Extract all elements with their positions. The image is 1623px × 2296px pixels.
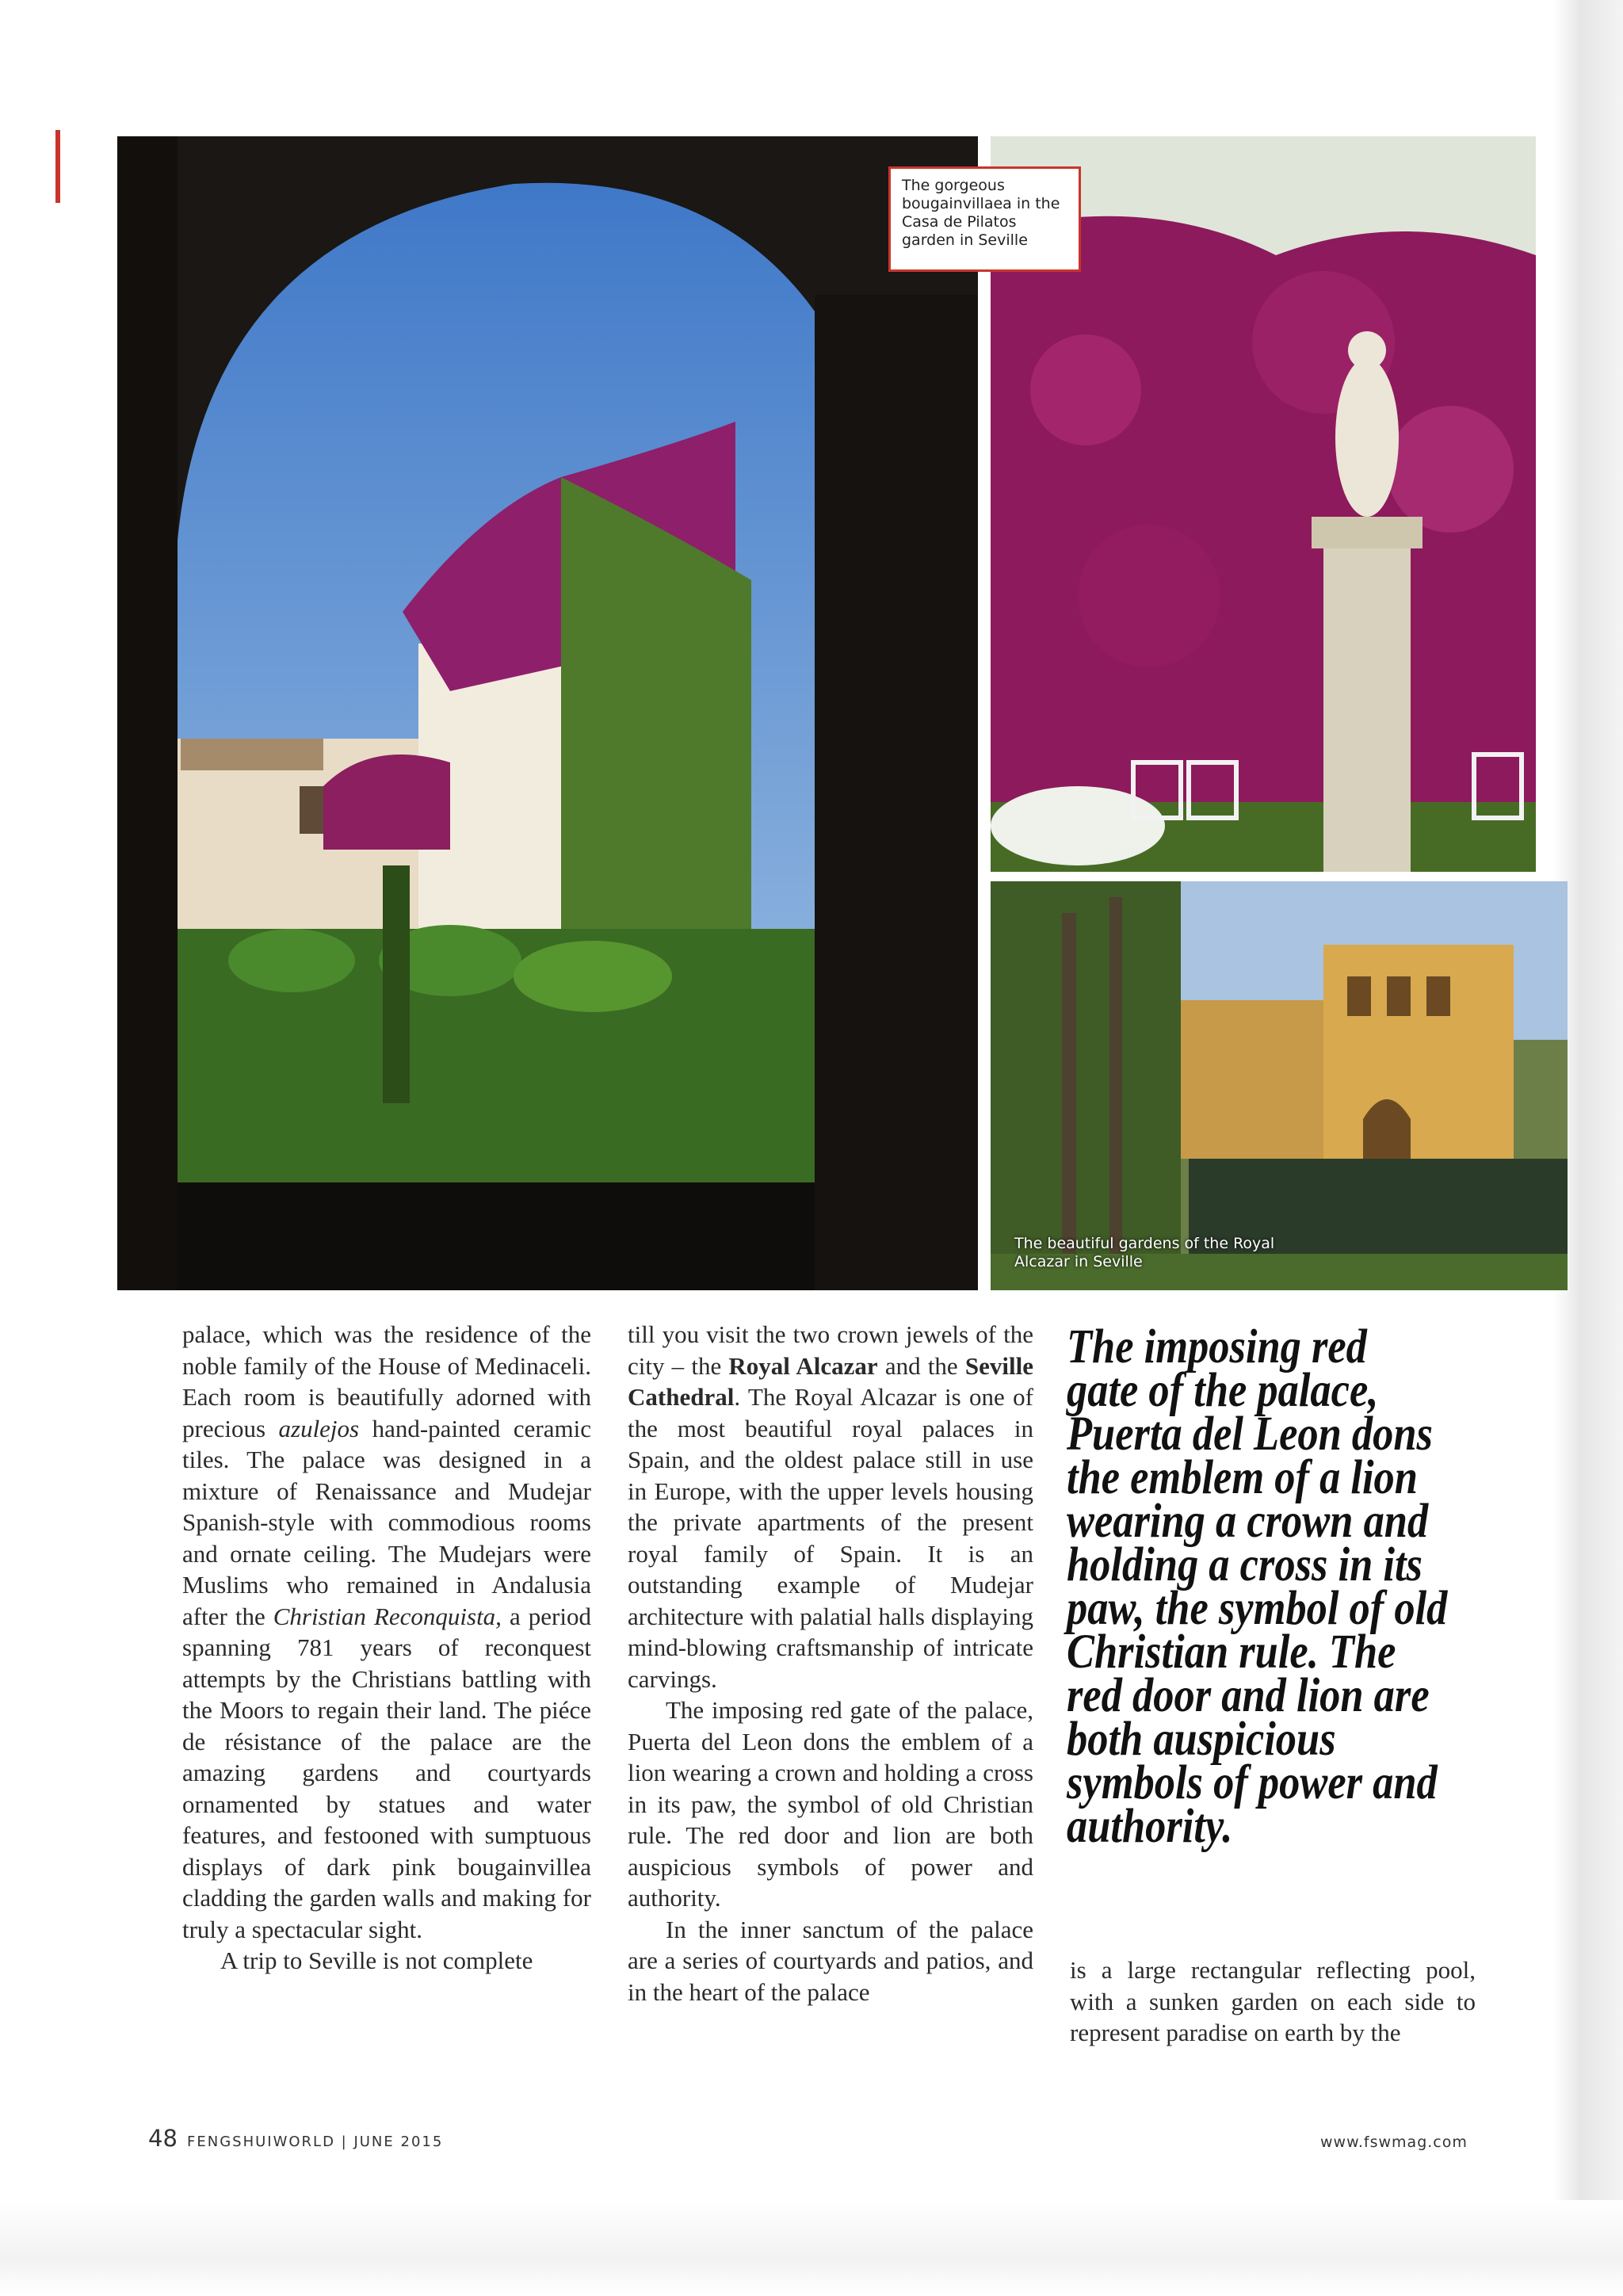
text-run: a period spanning 781 years of reconquest attempts by the Christians battling with the Moors to regain their land. The piéce de résistance of the palace are the amazing gardens and courtyards ornamented by statues and water features, and festooned with sumptuous displays of dark pink bougainvillea cladding the garden walls and making for truly a spectacular sight. bbox=[182, 1602, 591, 1943]
bold-term: Royal Alcazar bbox=[728, 1351, 878, 1380]
paragraph: The imposing red gate of the palace, Puerta del Leon dons the emblem of a lion wearing a crown and holding a cross in its paw, the symbol of old Christian rule. The red door and lion are both auspicious symbols of power and authority. bbox=[628, 1696, 1033, 1912]
royal-alcazar-gardens-photo bbox=[991, 881, 1568, 1290]
paragraph: A trip to Seville is not complete bbox=[220, 1946, 533, 1974]
text-run: hand-painted ceramic tiles. The palace was designed in a mixture of Renaissance and Mudejar Spanish-style with commodious rooms and ornate ceiling. The Mudejars were Muslims who remained in Andalusia after the bbox=[182, 1414, 591, 1630]
publication-line: FENGSHUIWORLD | JUNE 2015 bbox=[187, 2134, 444, 2150]
alcazar-caption: The beautiful gardens of the Royal Alcazar in Seville bbox=[1014, 1235, 1275, 1270]
paragraph bbox=[628, 1319, 1033, 1694]
page-number: 48 bbox=[148, 2125, 178, 2152]
paragraph: is a large rectangular reflecting pool, with a sunken garden on each side to represent paradise on earth by the bbox=[1070, 1956, 1476, 2046]
bougainvillea-caption: The gorgeous bougainvillaea in the Casa de Pilatos garden in Seville bbox=[888, 166, 1081, 272]
paragraph: In the inner sanctum of the palace are a series of courtyards and patios, and in the heart of the palace bbox=[628, 1915, 1033, 2006]
text-run: . The Royal Alcazar is one of the most beautiful royal palaces in Spain, and the oldest palace still in use in Europe, with the upper levels housing the private apartments of the present royal family of Spain. It is an outstanding example of Mudejar architecture with palatial halls displaying mind-blowing craftsmanship of intricate carvings. bbox=[628, 1383, 1033, 1693]
courtyard-arch-photo bbox=[117, 136, 978, 1290]
bold-term: Seville Cathedral bbox=[628, 1351, 1033, 1411]
pull-quote: The imposing red gate of the palace, Puerta del Leon dons the emblem of a lion wearing a crown and holding a cross in its paw, the symbol of old Christian rule. The red door and lion are both auspicious symbols of power and authority. bbox=[1067, 1320, 1448, 1853]
section-marker bbox=[55, 130, 60, 203]
italic-term: azulejos bbox=[278, 1414, 360, 1442]
paragraph bbox=[182, 1319, 591, 1945]
text-run: palace, which was the residence of the noble family of the House of Medinaceli. Each room is beautifully adorned with precious bbox=[182, 1320, 591, 1442]
italic-term: Christian Reconquista, bbox=[273, 1602, 502, 1630]
text-run: till you visit the two crown jewels of the city – the bbox=[628, 1320, 1033, 1380]
body-column-3 bbox=[1070, 1954, 1476, 2049]
body-column-1 bbox=[182, 1319, 591, 1977]
text-run: and the bbox=[877, 1351, 965, 1380]
page-bottom-shadow bbox=[0, 2200, 1623, 2296]
website-url: www.fswmag.com bbox=[1320, 2134, 1468, 2151]
body-column-2 bbox=[628, 1319, 1033, 2008]
